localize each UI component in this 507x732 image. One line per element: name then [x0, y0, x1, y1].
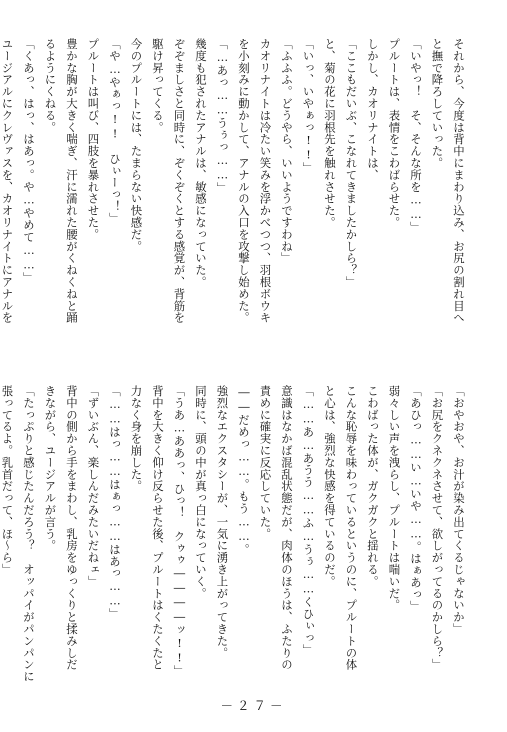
- text-line: 「くあっ、はっ、はあっ。や…やめて……」: [22, 38, 36, 284]
- text-line: 力なく身を崩した。: [129, 385, 144, 493]
- top-text-block: [0, 38, 469, 350]
- bottom-text-block: [0, 385, 469, 685]
- text-line: 「…あっ……うぅっ……」: [215, 38, 230, 194]
- text-line: こわばった体が、ガクガクと揺れる。: [366, 385, 380, 588]
- page-number: －２７－: [220, 698, 287, 713]
- text-line: 意識はなかば混乱状態だが、肉体のほうは、ふたりの: [280, 385, 294, 671]
- text-line: 「いやっ！ そ、そんな所を……」: [409, 38, 423, 234]
- text-line: 背中を大きく仰け反らせた後、プルートはくたくたと: [151, 385, 165, 671]
- text-line: しかし、カオリナイトは、: [366, 38, 380, 181]
- text-line: 幾度も犯されたアナルは、敏感になっていた。: [194, 38, 208, 288]
- text-line: ぞぞましさと同時に、ぞくぞくとする感覚が、背筋を: [172, 38, 187, 324]
- text-line: 「ずいぶん、楽しんだみたいだねェ」: [86, 385, 101, 588]
- text-line: と心は、強烈な快感を得ているのだ。: [323, 385, 337, 588]
- text-line: ユージアルにクレヴァスを、カオリナイトにアナルを: [0, 38, 15, 324]
- text-line: るようにくねる。: [43, 38, 58, 134]
- text-line: 「あひっ……い…いや……。はぁあっ」: [409, 385, 423, 613]
- text-line: 「うあ…ああっ、ひっ！ クゥゥ――――ッ!!」: [172, 385, 187, 677]
- text-line: 「や…やぁっ!! ひぃーっ！」: [108, 38, 122, 225]
- text-line: と撫で降ろしていった。: [430, 38, 445, 169]
- text-line: きながら、ユージアルが言う。: [43, 385, 58, 552]
- text-line: と、菊の花に羽根先を触れさせた。: [323, 38, 337, 229]
- text-line: 同時に、頭の中が真っ白になっていく。: [194, 385, 208, 600]
- text-line: プルートは、表情をこわばらせた。: [387, 38, 402, 229]
- text-line: 「いっ、いやぁっ!!」: [301, 38, 316, 175]
- text-line: 張ってるよ。乳首だって、ほ～ら」: [0, 385, 15, 576]
- text-line: それから、今度は背中にまわり込み、お尻の割れ目へ: [452, 38, 466, 324]
- text-line: 「おやおや、お汁が染み出てくるじゃないか」: [452, 385, 466, 635]
- text-line: 「たっぷりと感じたんだろう？ オッパイがパンパンに: [22, 385, 36, 683]
- text-line: 背中の側から手をまわし、乳房をゆっくりと揉みしだ: [65, 385, 79, 671]
- text-line: 「お尻をクネクネさせて、欲しがってるのかしら？」: [430, 385, 445, 671]
- text-line: 「ここもだいぶ、こなれてきましたかしら？」: [344, 38, 359, 288]
- text-line: 弱々しい声を洩らし、プルートは喘いだ。: [387, 385, 402, 612]
- text-line: 駆け昇ってくる。: [151, 38, 165, 134]
- text-line: 責めに確実に反応していた。: [258, 385, 273, 540]
- text-line: カオリナイトは冷たい笑みを浮かべつつ、羽根ボウキ: [258, 38, 273, 324]
- text-line: プルートは叫び、四肢を暴れさせた。: [86, 38, 101, 241]
- text-line: ――だめっ……。もう……。: [237, 385, 251, 556]
- text-line: 豊かな胸が大きく喘ぎ、汗に濡れた腰がくねくねと踊: [65, 38, 79, 324]
- text-line: 「……あ…あうう……ふ…うぅ……くひぃっ」: [301, 385, 316, 656]
- text-line: 強烈なエクスタシーが、一気に湧き上がってきた。: [215, 385, 230, 659]
- text-line: こんな恥辱を味わっているというのに、プルートの体: [344, 385, 359, 671]
- text-line: を小刻みに動かして、アナルの入口を攻撃し始めた。: [237, 38, 251, 324]
- text-line: 「……はっ……はぁっ……はあっ……」: [108, 385, 122, 620]
- text-line: 今のプルートには、たまらない快感だ。: [129, 38, 144, 253]
- text-line: 「ふふふ。どうやら、いいようですわね」: [280, 38, 294, 265]
